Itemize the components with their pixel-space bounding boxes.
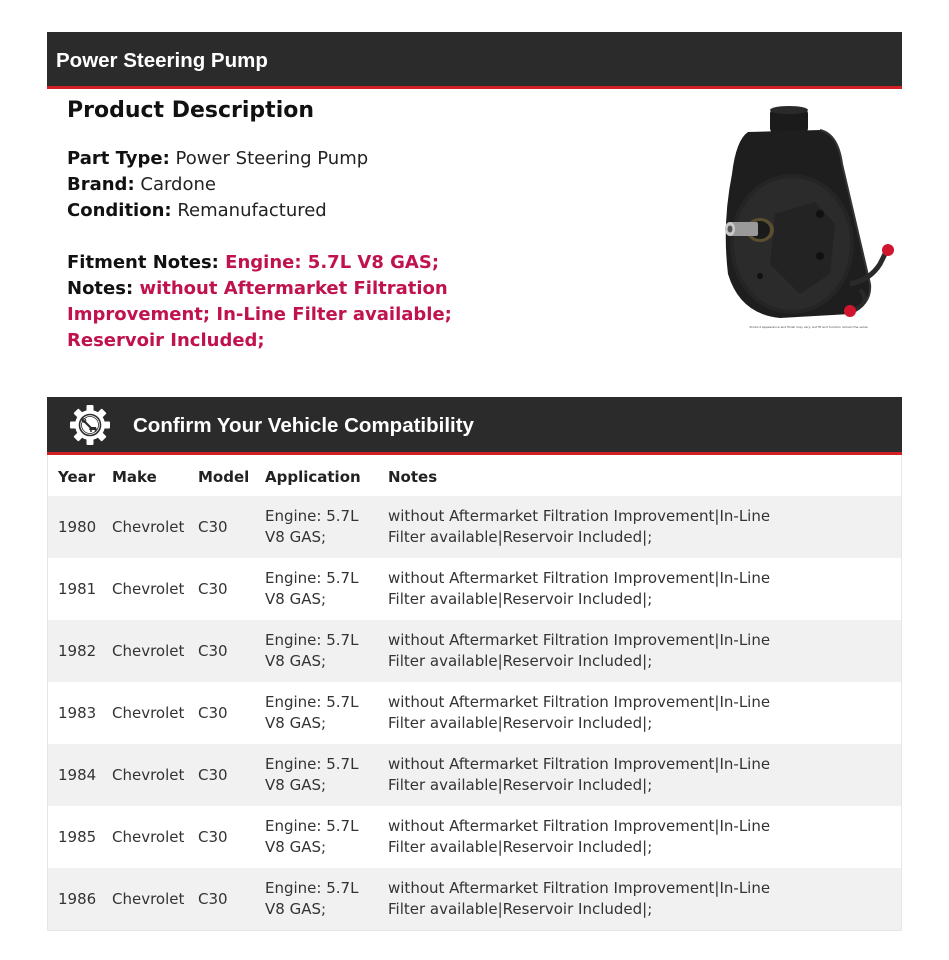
cell-make: Chevrolet	[101, 620, 187, 682]
table-row	[48, 806, 901, 868]
notes-label: Notes:	[67, 278, 134, 299]
cell-application: Engine: 5.7L V8 GAS;	[254, 868, 388, 930]
cell-model: C30	[187, 744, 254, 806]
cell-year: 1986	[48, 868, 101, 930]
part-type-row	[67, 146, 467, 172]
cell-notes: without Aftermarket Filtration Improvement|In-Line Filter available|Reservoir Included|;	[388, 558, 901, 620]
cell-make: Chevrolet	[101, 868, 187, 930]
cell-notes: without Aftermarket Filtration Improvement|In-Line Filter available|Reservoir Included|;	[388, 806, 901, 868]
cell-model: C30	[187, 868, 254, 930]
column-header-year: Year	[58, 467, 96, 486]
cell-make: Chevrolet	[101, 744, 187, 806]
table-row	[48, 682, 901, 744]
cell-application: Engine: 5.7L V8 GAS;	[254, 620, 388, 682]
compatibility-table	[47, 455, 902, 931]
cell-model: C30	[187, 682, 254, 744]
table-row	[48, 620, 901, 682]
notes-value-line3: Reservoir Included;	[67, 330, 265, 351]
cell-make: Chevrolet	[101, 682, 187, 744]
cell-model: C30	[187, 558, 254, 620]
table-row	[48, 868, 901, 930]
part-type-label: Part Type:	[67, 148, 170, 169]
brand-value: Cardone	[140, 174, 216, 195]
cell-make: Chevrolet	[101, 496, 187, 558]
image-caption: Product appearance and finish may vary, but fit and function remain the same.	[749, 325, 869, 329]
column-header-notes: Notes	[388, 467, 438, 486]
table-row	[48, 496, 901, 558]
product-image	[720, 104, 900, 336]
cell-notes: without Aftermarket Filtration Improvement|In-Line Filter available|Reservoir Included|;	[388, 496, 901, 558]
part-type-value: Power Steering Pump	[175, 148, 369, 169]
gear-car-icon	[69, 404, 111, 446]
fitment-label: Fitment Notes:	[67, 252, 219, 273]
cell-year: 1981	[48, 558, 101, 620]
cell-notes: without Aftermarket Filtration Improvement|In-Line Filter available|Reservoir Included|;	[388, 868, 901, 930]
product-title-banner	[47, 32, 902, 89]
table-row	[48, 558, 901, 620]
fitment-notes	[67, 250, 467, 276]
cell-make: Chevrolet	[101, 558, 187, 620]
cell-model: C30	[187, 496, 254, 558]
cell-application: Engine: 5.7L V8 GAS;	[254, 744, 388, 806]
cell-model: C30	[187, 806, 254, 868]
column-header-model: Model	[198, 467, 250, 486]
product-title: Power Steering Pump	[56, 49, 268, 72]
cell-make: Chevrolet	[101, 806, 187, 868]
condition-value: Remanufactured	[177, 200, 327, 221]
compatibility-banner	[47, 397, 902, 455]
table-header-row	[48, 455, 901, 496]
brand-row	[67, 172, 467, 198]
cell-model: C30	[187, 620, 254, 682]
cell-application: Engine: 5.7L V8 GAS;	[254, 806, 388, 868]
condition-row	[67, 198, 467, 224]
cell-notes: without Aftermarket Filtration Improvement|In-Line Filter available|Reservoir Included|;	[388, 744, 901, 806]
cell-year: 1985	[48, 806, 101, 868]
cell-application: Engine: 5.7L V8 GAS;	[254, 682, 388, 744]
cell-year: 1982	[48, 620, 101, 682]
description-heading: Product Description	[67, 98, 315, 123]
table-row	[48, 744, 901, 806]
cell-year: 1983	[48, 682, 101, 744]
brand-label: Brand:	[67, 174, 135, 195]
cell-year: 1984	[48, 744, 101, 806]
cell-notes: without Aftermarket Filtration Improvement|In-Line Filter available|Reservoir Included|;	[388, 620, 901, 682]
condition-label: Condition:	[67, 200, 172, 221]
column-header-application: Application	[265, 467, 361, 486]
notes-value-line2: Improvement; In-Line Filter available;	[67, 304, 452, 325]
compatibility-title: Confirm Your Vehicle Compatibility	[133, 414, 474, 437]
notes	[67, 276, 467, 302]
cell-year: 1980	[48, 496, 101, 558]
column-header-make: Make	[112, 467, 157, 486]
notes-value-line1: without Aftermarket Filtration	[139, 278, 448, 299]
product-description	[67, 96, 467, 354]
cell-notes: without Aftermarket Filtration Improvement|In-Line Filter available|Reservoir Included|;	[388, 682, 901, 744]
cell-application: Engine: 5.7L V8 GAS;	[254, 558, 388, 620]
cell-application: Engine: 5.7L V8 GAS;	[254, 496, 388, 558]
fitment-value: Engine: 5.7L V8 GAS;	[225, 252, 440, 273]
